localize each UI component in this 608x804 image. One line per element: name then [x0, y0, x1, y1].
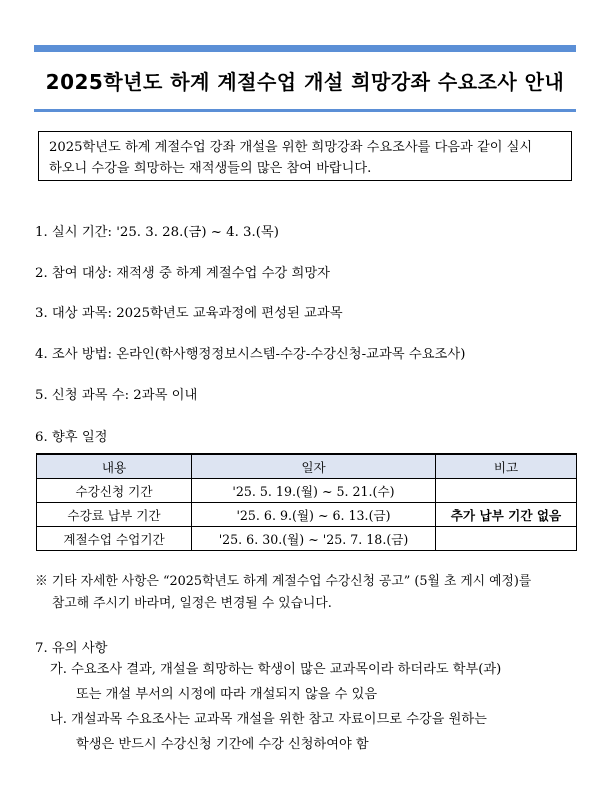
item-count: 5. 신청 과목 수: 2과목 이내: [35, 388, 198, 403]
intro-line-2: 하오니 수강을 희망하는 재적생들의 많은 참여 바랍니다.: [49, 161, 372, 176]
item-period: 1. 실시 기간: '25. 3. 28.(금) ~ 4. 3.(목): [35, 225, 279, 240]
table-cell: '25. 6. 9.(월) ~ 6. 13.(금): [192, 503, 436, 527]
page-title: 2025학년도 하계 계절수업 개설 희망강좌 수요조사 안내: [45, 70, 565, 94]
notes-heading: 7. 유의 사항: [35, 641, 108, 656]
item-schedule: 6. 향후 일정: [35, 430, 108, 445]
title-top-bar: [34, 45, 576, 52]
table-row: [37, 503, 577, 527]
intro-box: [38, 131, 572, 181]
table-cell: 수강료 납부 기간: [37, 503, 192, 527]
note-line: 학생은 반드시 수강신청 기간에 수강 신청하여야 함: [76, 737, 369, 752]
table-header: 일자: [192, 454, 436, 479]
remark-note: [35, 571, 580, 615]
table-header: 비고: [436, 454, 577, 479]
table-row: [37, 479, 577, 503]
title-bottom-bar: [34, 109, 576, 112]
note-item: [50, 657, 580, 707]
table-header-row: [37, 454, 577, 479]
table-cell: [436, 527, 577, 551]
note-item: [50, 707, 580, 757]
table-header: 내용: [37, 454, 192, 479]
table-cell: 추가 납부 기간 없음: [436, 503, 577, 527]
table-cell: 계절수업 수업기간: [37, 527, 192, 551]
table-cell: [436, 479, 577, 503]
remark-line-1: ※ 기타 자세한 사항은 “2025학년도 하계 계절수업 수강신청 공고” (5월 초 게시 예정)를: [35, 574, 532, 589]
table-cell: 수강신청 기간: [37, 479, 192, 503]
item-courses: 3. 대상 과목: 2025학년도 교육과정에 편성된 교과목: [35, 306, 343, 321]
note-line: 나. 개설과목 수요조사는 교과목 개설을 위한 참고 자료이므로 수강을 원하는: [50, 712, 487, 727]
table-cell: '25. 5. 19.(월) ~ 5. 21.(수): [192, 479, 436, 503]
schedule-table: [36, 453, 577, 551]
remark-line-2: 참고해 주시기 바라며, 일정은 변경될 수 있습니다.: [52, 596, 332, 611]
note-line: 또는 개설 부서의 시정에 따라 개설되지 않을 수 있음: [76, 687, 378, 702]
item-method: 4. 조사 방법: 온라인(학사행정정보시스템-수강-수강신청-교과목 수요조사): [35, 347, 466, 362]
table-cell: '25. 6. 30.(월) ~ '25. 7. 18.(금): [192, 527, 436, 551]
item-target: 2. 참여 대상: 재적생 중 하계 계절수업 수강 희망자: [35, 266, 331, 281]
note-line: 가. 수요조사 결과, 개설을 희망하는 학생이 많은 교과목이라 하더라도 학부(과): [50, 662, 502, 677]
intro-line-1: 2025학년도 하계 계절수업 강좌 개설을 위한 희망강좌 수요조사를 다음과 같이 실시: [49, 140, 533, 155]
table-row: [37, 527, 577, 551]
